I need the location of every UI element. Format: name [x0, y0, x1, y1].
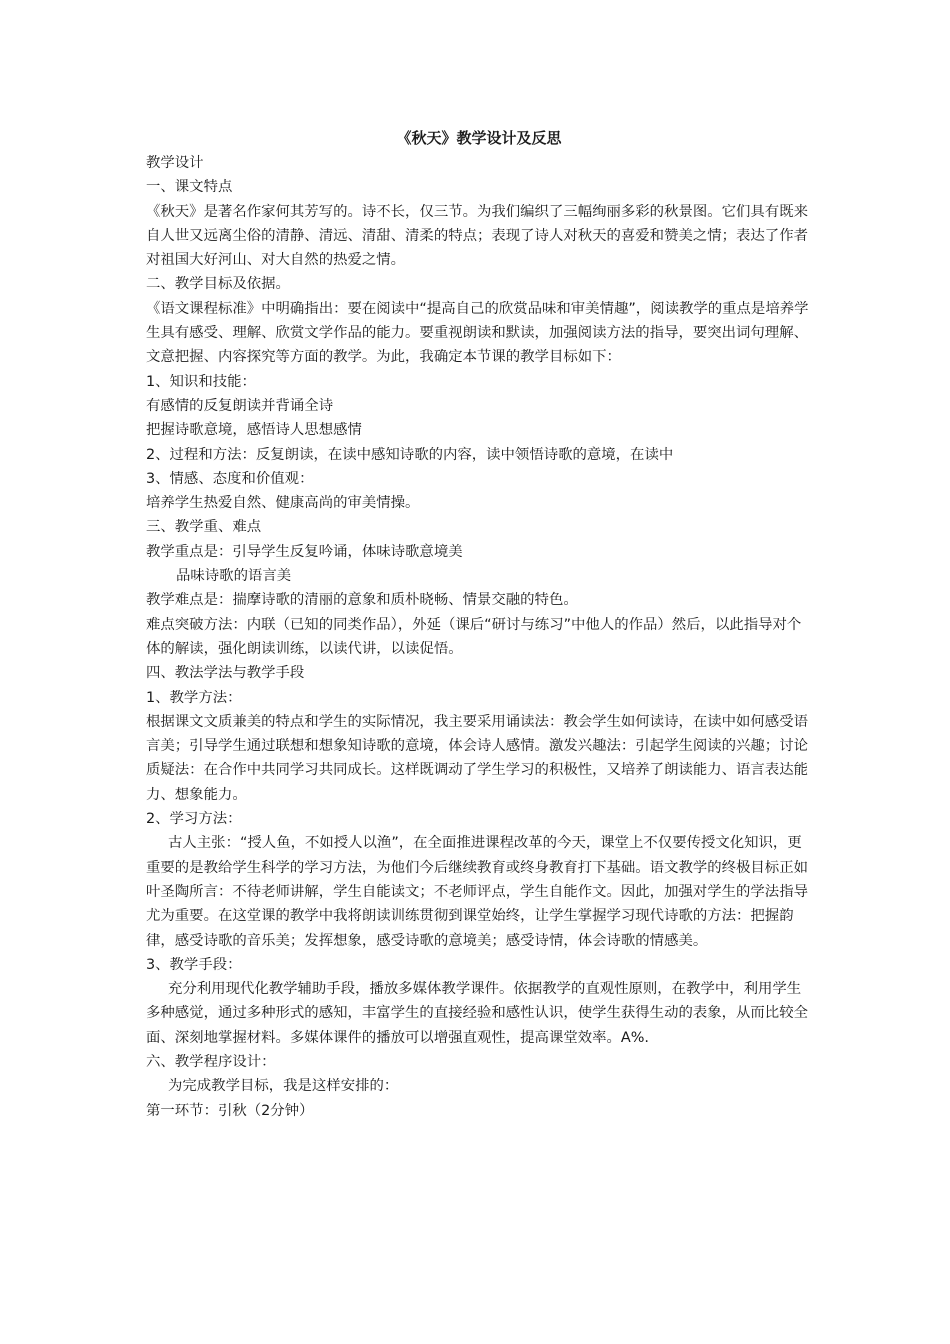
section-heading: 六、教学程序设计： — [146, 1053, 276, 1070]
paragraph: 有感情的反复朗读并背诵全诗 — [146, 397, 334, 414]
paragraph: 为完成教学目标，我是这样安排的： — [168, 1078, 399, 1095]
paragraph: 2、过程和方法：反复朗读，在读中感知诗歌的内容，读中领悟诗歌的意境，在读中 — [146, 446, 674, 463]
paragraph: 教学重点是：引导学生反复吟诵，体味诗歌意境美 — [146, 543, 463, 560]
subheading: 1、知识和技能： — [146, 373, 256, 390]
paragraph: 把握诗歌意境，感悟诗人思想感情 — [146, 422, 362, 439]
section-heading: 一、课文特点 — [146, 179, 233, 196]
paragraph: 品味诗歌的语言美 — [176, 568, 292, 585]
paragraph: 教学难点是：揣摩诗歌的清丽的意象和质朴晓畅、情景交融的特色。 — [146, 592, 578, 609]
section-heading: 教学设计 — [146, 155, 204, 171]
paragraph: 培养学生热爱自然、健康高尚的审美情操。 — [146, 495, 420, 512]
paragraph: 难点突破方法：内联（已知的同类作品），外延（课后“研讨与练习”中他人的作品）然后，以此指导对个体的解读，强化朗读训练，以读代讲，以读促悟。 — [146, 616, 802, 657]
section-heading: 四、教法学法与教学手段 — [146, 665, 305, 682]
paragraph: 充分利用现代化教学辅助手段，播放多媒体教学课件。依据教学的直观性原则，在教学中，利用学生多种感觉，通过多种形式的感知，丰富学生的直接经验和感性认识，使学生获得生动的表象，从而比较全面、深刻地掌握材料。多媒体课件的播放可以增强直观性，提高课堂效率。A%. — [146, 981, 808, 1046]
paragraph: 古人主张：“授人鱼，不如授人以渔”，在全面推进课程改革的今天，课堂上不仅要传授文化知识，更重要的是教给学生科学的学习方法，为他们今后继续教育或终身教育打下基础。语文教学的终极目标正如叶圣陶所言：不待老师讲解，学生自能读文；不老师评点，学生自能作文。因此，加强对学生的学法指导尤为重要。在这堂课的教学中我将朗读训练贯彻到课堂始终，让学生掌握学习现代诗歌的方法：把握韵律，感受诗歌的音乐美；发挥想象，感受诗歌的意境美；感受诗情，体会诗歌的情感美。 — [146, 835, 808, 949]
section-heading: 三、教学重、难点 — [146, 519, 262, 536]
subheading: 3、情感、态度和价值观： — [146, 470, 314, 487]
subheading: 1、教学方法： — [146, 689, 242, 706]
subheading: 2、学习方法： — [146, 811, 242, 828]
paragraph: 根据课文文质兼美的特点和学生的实际情况，我主要采用诵读法：教会学生如何读诗，在读中如何感受语言美；引导学生通过联想和想象知诗歌的意境，体会诗人感情。激发兴趣法：引起学生阅读的兴趣；讨论质疑法：在合作中共同学习共同成长。这样既调动了学生学习的积极性，又培养了朗读能力、语言表达能力、想象能力。 — [146, 713, 808, 803]
paragraph: 《语文课程标准》中明确指出：要在阅读中“提高自己的欣赏品味和审美情趣”，阅读教学的重点是培养学生具有感受、理解、欣赏文学作品的能力。要重视朗读和默读，加强阅读方法的指导，要突出词句理解、文意把握、内容探究等方面的教学。为此，我确定本节课的教学目标如下： — [146, 300, 809, 366]
paragraph: 第一环节：引秋（2分钟） — [146, 1102, 314, 1119]
section-heading: 二、教学目标及依据。 — [146, 276, 290, 293]
document-title: 《秋天》教学设计及反思 — [396, 129, 562, 147]
paragraph: 《秋天》是著名作家何其芳写的。诗不长，仅三节。为我们编织了三幅绚丽多彩的秋景图。它们具有既来自人世又远离尘俗的清静、清远、清甜、清柔的特点；表现了诗人对秋天的喜爱和赞美之情；表达了作者对祖国大好河山、对大自然的热爱之情。 — [146, 203, 808, 269]
subheading: 3、教学手段： — [146, 956, 242, 973]
